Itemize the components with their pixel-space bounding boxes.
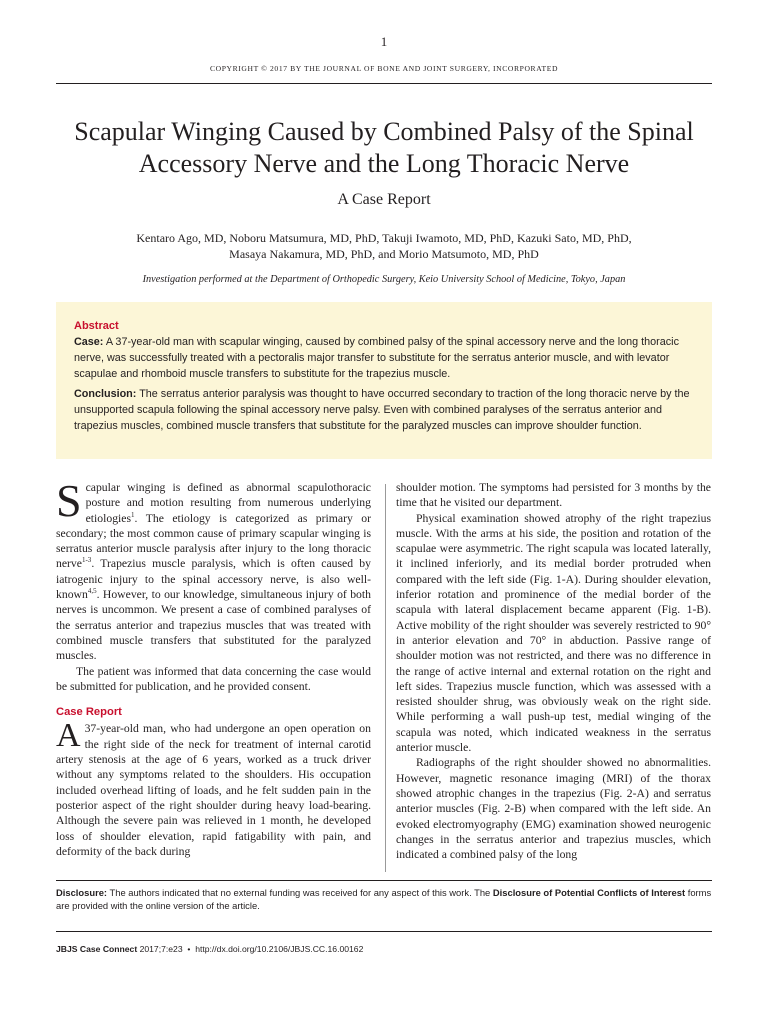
header-divider <box>56 83 712 84</box>
citation-ref: 4,5 <box>87 587 97 596</box>
journal-name: JBJS Case Connect <box>56 944 138 954</box>
abstract-box <box>56 302 712 459</box>
consent-paragraph: The patient was informed that data concerning the case would be submitted for publication, and he provided consent. <box>56 664 371 693</box>
author-line-1: Kentaro Ago, MD, Noboru Matsumura, MD, PhD, Takuji Iwamoto, MD, PhD, Kazuki Sato, MD, PhD, <box>136 231 632 245</box>
copyright-line: COPYRIGHT © 2017 BY THE JOURNAL OF BONE AND JOINT SURGERY, INCORPORATED <box>209 64 559 73</box>
right-column <box>396 480 711 862</box>
disclosure-text-a: The authors indicated that no external funding was received for any aspect of this work. The <box>109 887 491 898</box>
author-list <box>80 230 688 262</box>
case-dropcap: A <box>56 717 81 755</box>
footer-bullet: • <box>187 944 191 954</box>
disclosure-text-b: forms are provided with the online version of the article. <box>56 887 712 911</box>
case-report-text: 37-year-old man, who had undergone an open operation on the right side of the neck for treatment of internal carotid artery stenosis at the age of 6 years, worked as a truck driver without any symptoms related to the shoulders. His occupation included overhead lifting of loads, and he felt sudden pain in the posterior aspect of the right shoulder during heavy load-bearing. Although the severe pain was relieved in 1 month, he developed loss of shoulder elevation, rapid fatigability with pain, and deformity of the back during <box>56 722 371 858</box>
abstract-conclusion <box>74 386 694 434</box>
disclosure-note <box>56 886 712 912</box>
page-number: 1 <box>380 34 388 49</box>
article-title: Scapular Winging Caused by Combined Palsy of the Spinal Accessory Nerve and the Long Thoracic Nerve <box>74 117 694 178</box>
citation: 2017;7:e23 <box>139 944 183 954</box>
citation-ref: 1 <box>131 510 135 519</box>
intro-text-c: . Trapezius muscle paralysis, which is often caused by iatrogenic injury to the spinal accessory nerve, is also well-known <box>56 557 371 602</box>
abstract-case-text: A 37-year-old man with scapular winging, caused by combined palsy of the spinal accessory nerve and the long thoracic nerve, was successfully treated with a pectoralis major transfer to substitute for the serratus anterior muscle, and with levator scapulae and rhomboid muscle transfers to substitute for the trapezius muscle. <box>74 336 679 380</box>
intro-paragraph <box>56 475 371 664</box>
exam-paragraph: Physical examination showed atrophy of the right trapezius muscle. With the arms at his side, the position and rotation of the scapulae were asymmetric. The right scapula was located laterally, it inclined inferiorly, and its medial border protruded when compared with the left side (Fig. 1-A). During shoulder elevation, inferior rotation and prominence of the medial border of the scapula with lateral displacement became apparent (Fig. 1-B). Active mobility of the right shoulder was severely restricted to 90° in anterior elevation and 70° in abduction. Passive range of shoulder motion was not restricted, and there was no difference in the range of active internal and external rotation on the right and left sides. Trapezius muscle function, which was assessed with a resisted shoulder shrug, was obviously weak on the right side. While performing a wall push-up test, medial winging of the scapula was noted, which indicated weakness in the serratus anterior muscle. <box>396 511 711 755</box>
symptoms-paragraph: shoulder motion. The symptoms had persisted for 3 months by the time that he visited our department. <box>396 481 711 510</box>
abstract-case <box>74 334 694 382</box>
affiliation: Investigation performed at the Department of Orthopedic Surgery, Keio University School of Medicine, Tokyo, Japan <box>142 274 626 285</box>
author-line-2: Masaya Nakamura, MD, PhD, and Morio Matsumoto, MD, PhD <box>229 247 539 261</box>
article-subtitle: A Case Report <box>337 191 431 208</box>
conflicts-link[interactable]: Disclosure of Potential Conflicts of Interest <box>492 887 686 898</box>
intro-text-a: capular winging is defined as abnormal scapulothoracic posture and motion resulting from numerous underlying etiologies <box>85 481 371 525</box>
case-report-paragraph <box>56 717 371 859</box>
column-divider <box>385 484 386 872</box>
case-report-heading: Case Report <box>56 706 122 719</box>
imaging-paragraph: Radiographs of the right shoulder showed no abnormalities. However, magnetic resonance imaging (MRI) of the thorax showed atrophic changes in the trapezius (Fig. 2-A) and serratus anterior muscles (Fig. 2-B) when compared with the left side. An evoked electromyography (EMG) examination showed neurogenic changes in the serratus anterior and trapezius muscles, which indicated a combined palsy of the long <box>396 756 711 862</box>
footer-divider <box>56 931 712 932</box>
abstract-conclusion-label: Conclusion: <box>74 388 137 400</box>
left-column <box>56 475 371 859</box>
abstract-heading: Abstract <box>74 320 119 332</box>
abstract-conclusion-text: The serratus anterior paralysis was thought to have occurred secondary to traction of the long thoracic nerve by the unsupported scapula following the spinal accessory nerve palsy. Even with combined paralyses of the serratus anterior and trapezius muscles, combined muscle transfers that substitute for the paralyzed muscles can improve shoulder function. <box>74 388 690 432</box>
abstract-case-label: Case: <box>74 336 104 348</box>
disclosure-divider <box>56 880 712 881</box>
doi-link[interactable]: http://dx.doi.org/10.2106/JBJS.CC.16.00162 <box>195 944 364 954</box>
citation-ref: 1-3 <box>81 556 92 565</box>
disclosure-label: Disclosure: <box>56 887 108 898</box>
page-footer <box>56 944 712 954</box>
intro-text-d: . However, to our knowledge, simultaneous injury of both nerves is uncommon. We present a case of combined paralyses of the serratus anterior and trapezius muscles that was treated with combined muscle transfers that substituted for the paralyzed muscles. <box>56 588 371 663</box>
intro-dropcap: S <box>56 475 82 526</box>
intro-text-b: . The etiology is categorized as primary or secondary; the most common cause of primary scapular winging is serratus anterior muscle paralysis after injury to the long thoracic nerve <box>56 511 371 571</box>
